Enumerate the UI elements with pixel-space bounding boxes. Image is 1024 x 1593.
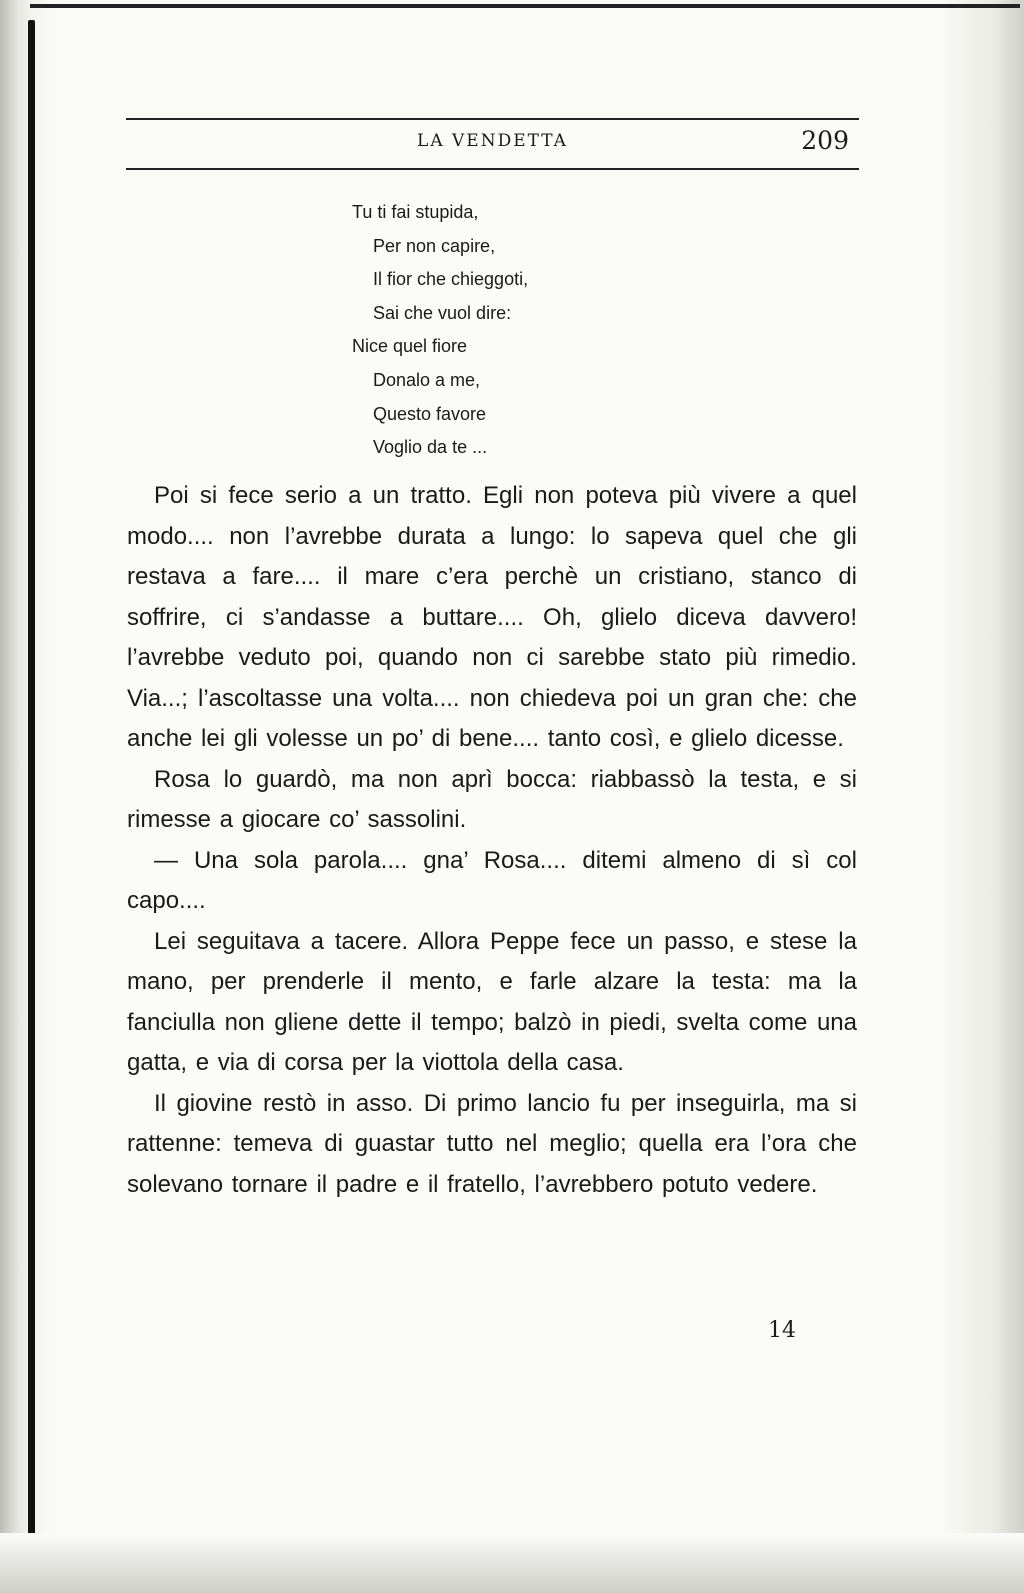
page-header: [126, 118, 859, 174]
paragraph: — Una sola parola.... gna’ Rosa.... ditemi almeno di sì col capo....: [127, 846, 857, 914]
verse-line: Sai che vuol dire:: [373, 302, 512, 323]
verse-line: Il fior che chieggoti,: [373, 269, 529, 290]
binding-edge: [28, 20, 35, 1593]
paragraph: Lei seguitava a tacere. Allora Peppe fece un passo, e stese la mano, per prenderle il mento, e farle alzare la testa: ma la fanciulla non gliene dette il tempo; balzò in piedi, svelta come una gatta, e via di corsa per la viottola della casa.: [127, 927, 857, 1076]
header-rule-top: [126, 118, 859, 120]
header-rule-bottom: [126, 168, 859, 170]
verse-block: [352, 196, 712, 465]
verse-line: Questo favore: [373, 403, 487, 424]
paragraph: Poi si fece serio a un tratto. Egli non poteva più vivere a quel modo.... non l’avrebbe durata a lungo: lo sapeva quel che gli restava a fare.... il mare c’era perchè un cristiano, stanco di soffrire, ci s’andasse a buttare.... Oh, glielo diceva davvero! l’avrebbe veduto poi, quando non ci sarebbe stato più rimedio. Via...; l’ascoltasse una volta.... non chiedeva poi un gran che: che anche lei gli volesse un po’ di bene.... tanto così, e glielo dicesse.: [127, 482, 857, 752]
paragraph: Il giovine restò in asso. Di primo lancio fu per inseguirla, ma si rattenne: temeva di guastar tutto nel meglio; quella era l’ora che solevano tornare il padre e il fratello, l’avrebbero potuto vedere.: [127, 1089, 857, 1198]
signature-mark: 14: [768, 1318, 796, 1343]
paragraph: Rosa lo guardò, ma non aprì bocca: riabbassò la testa, e si rimesse a giocare co’ sassolini.: [127, 765, 857, 833]
verse-line: Nice quel fiore: [352, 336, 468, 357]
verse-line: Voglio da te ...: [373, 437, 488, 458]
verse-line: Per non capire,: [373, 235, 496, 256]
scan-right-margin: [934, 0, 1024, 1593]
running-title: LA VENDETTA: [417, 131, 568, 151]
verse-line: Donalo a me,: [373, 369, 481, 390]
page-number: 209: [801, 126, 849, 155]
body-text: [127, 476, 857, 1205]
page-top-edge: [30, 4, 1020, 8]
verse-line: Tu ti fai stupida,: [352, 202, 479, 222]
scan-bottom-margin: [0, 1533, 1024, 1593]
